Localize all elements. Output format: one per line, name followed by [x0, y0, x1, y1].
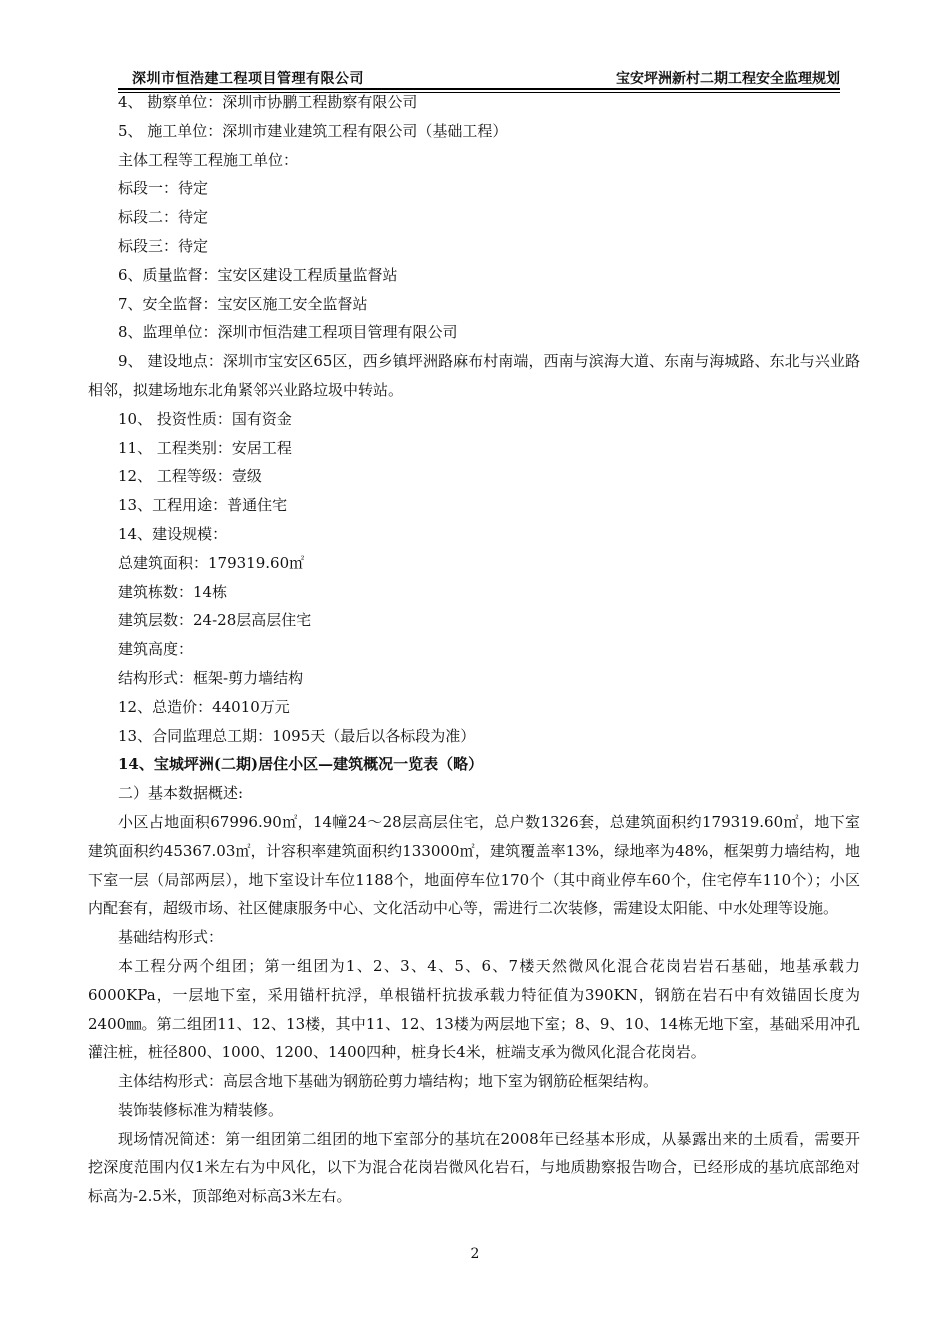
foundation-paragraph: 本工程分两个组团；第一组团为1、2、3、4、5、6、7楼天然微风化混合花岗岩岩石基础，地基承载力6000KPa，一层地下室，采用锚杆抗浮，单根锚杆抗拔承载力特征值为390KN，钢筋在岩石中有效锚固长度为2400㎜。第二组团11、12、13楼，其中11、12、13楼为两层地下室；8、9、10、14栋无地下室，基础采用冲孔灌注桩，桩径800、1000、1200、1400四种，桩身长4米，桩端支承为微风化混合花岗岩。 — [88, 956, 860, 1062]
total-cost-line: 12、总造价：44010万元 — [118, 697, 290, 716]
location-paragraph: 9、 建设地点：深圳市宝安区65区，西乡镇坪洲路麻布村南端，西南与滨海大道、东南与海城路、东北与兴业路相邻，拟建场地东北角紧邻兴业路垃圾中转站。 — [88, 352, 860, 399]
building-height-line: 建筑高度： — [118, 640, 194, 659]
section-two-line: 标段二：待定 — [118, 208, 209, 227]
section-one-line: 标段一：待定 — [118, 179, 209, 198]
project-grade-line: 12、 工程等级：壹级 — [118, 467, 262, 486]
main-structure-line: 主体结构形式：高层含地下基础为钢筋砼剪力墙结构；地下室为钢筋砼框架结构。 — [118, 1072, 659, 1091]
investment-nature-line: 10、 投资性质：国有资金 — [118, 409, 292, 428]
decoration-line: 装饰装修标准为精装修。 — [118, 1100, 284, 1119]
page-number: 2 — [470, 1246, 480, 1262]
foundation-form-heading: 基础结构形式： — [118, 928, 224, 947]
overview-table-heading: 14、宝城坪洲(二期)居住小区—建筑概况一览表（略） — [118, 755, 484, 774]
project-category-line: 11、 工程类别：安居工程 — [118, 438, 292, 457]
survey-unit-line: 4、 勘察单位：深圳市协鹏工程勘察有限公司 — [118, 93, 418, 111]
structure-form-line: 结构形式：框架-剪力墙结构 — [118, 668, 304, 687]
construction-scale-line: 14、建设规模： — [118, 524, 228, 543]
page-header — [118, 66, 840, 88]
header-doc-title: 宝安坪洲新村二期工程安全监理规划 — [616, 71, 840, 87]
overview-paragraph: 小区占地面积67996.90㎡，14幢24～28层高层住宅，总户数1326套，总建筑面积约179319.60㎡，地下室建筑面积约45367.03㎡，计容积率建筑面积约133000㎡，建筑覆盖率13%，绿地率为48%，框架剪力墙结构，地下室一层（局部两层），地下室设计车位1188个，地面停车位170个（其中商业停车60个，住宅停车110个）；小区内配套有，超级市场、社区健康服务中心、文化活动中心等，需进行二次装修，需建设太阳能、中水处理等设施。 — [88, 812, 860, 918]
project-use-line: 13、工程用途：普通住宅 — [118, 496, 288, 515]
supervision-unit-line: 8、监理单位：深圳市恒浩建工程项目管理有限公司 — [118, 323, 458, 342]
document-body — [88, 88, 860, 1211]
site-situation-paragraph: 现场情况简述：第一组团第二组团的地下室部分的基坑在2008年已经基本形成，从暴露出来的土质看，需要开挖深度范围内仅1米左右为中风化，以下为混合花岗岩微风化岩石，与地质勘察报告吻合，已经形成的基坑底部绝对标高为-2.5米，顶部绝对标高3米左右。 — [88, 1129, 860, 1206]
main-works-unit-line: 主体工程等工程施工单位： — [118, 150, 299, 169]
building-floors-line: 建筑层数：24-28层高层住宅 — [118, 611, 312, 630]
section-three-line: 标段三：待定 — [118, 236, 209, 255]
basic-data-heading: 二）基本数据概述: — [118, 784, 244, 803]
building-count-line: 建筑栋数：14栋 — [118, 582, 228, 601]
construction-unit-line: 5、 施工单位：深圳市建业建筑工程有限公司（基础工程） — [118, 121, 508, 140]
contract-period-line: 13、合同监理总工期：1095天（最后以各标段为准） — [118, 726, 476, 745]
total-area-line: 总建筑面积：179319.60㎡ — [118, 553, 305, 572]
safety-supervision-line: 7、安全监督：宝安区施工安全监督站 — [118, 294, 368, 313]
quality-supervision-line: 6、质量监督：宝安区建设工程质量监督站 — [118, 265, 398, 284]
header-company: 深圳市恒浩建工程项目管理有限公司 — [132, 71, 364, 87]
